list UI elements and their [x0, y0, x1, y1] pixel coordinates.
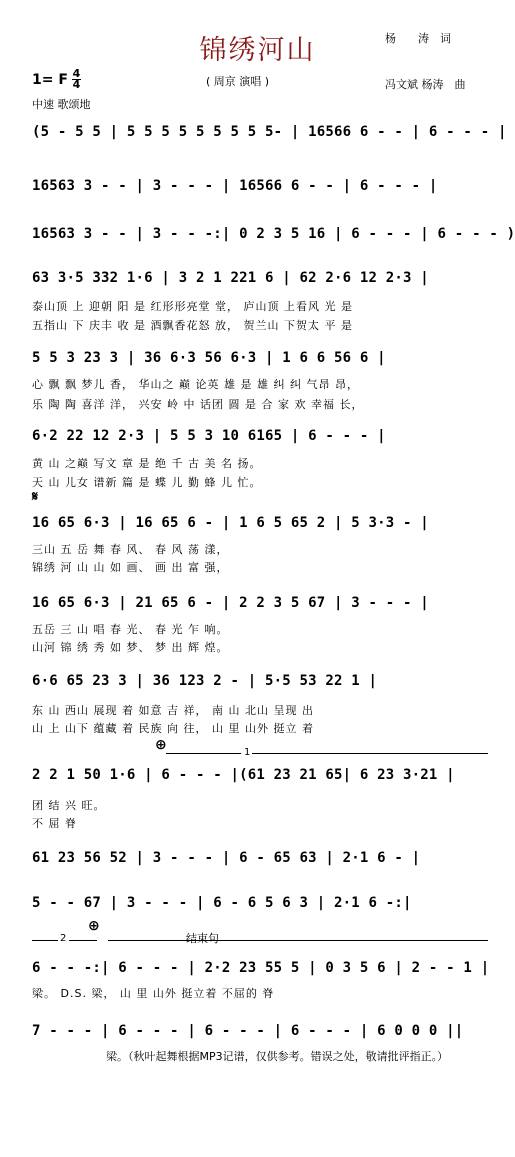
lyric-line-13: 梁。 D.S. 梁， 山 里 山外 挺立着 不屈的 脊 [32, 987, 275, 1000]
score-line-14: 7 - - - | 6 - - - | 6 - - - | 6 - - - | 6 0 0 0 || [32, 1023, 464, 1039]
lyric-line-10a: 团 结 兴 旺。 [32, 799, 106, 812]
coda-sign-2: ⊕ [88, 918, 100, 934]
score-line-10: 2 2 1 50 1·6 | 6 - - - |(61 23 21 65| 6 23 3·21 | [32, 767, 455, 783]
volta-1-label: 1 [244, 747, 251, 758]
composer-credit: 冯文斌 杨涛 曲 [385, 78, 466, 91]
lyric-line-7b: 锦绣 河 山 山 如 画、 画 出 富 强， [32, 561, 229, 574]
score-line-2: 16563 3 - - | 3 - - - | 16566 6 - - | 6 - - - | [32, 178, 438, 194]
score-line-9: 6·6 65 23 3 | 36 123 2 - | 5·5 53 22 1 | [32, 673, 378, 689]
ending-phrase-label: 结束句 [186, 932, 219, 945]
time-signature-top: 4 [72, 67, 81, 80]
lyric-line-8a: 五岳 三 山 唱 春 光、 春 光 乍 响。 [32, 623, 229, 636]
lyric-line-6a: 黄 山 之巅 写文 章 是 绝 千 古 美 名 扬。 [32, 457, 262, 470]
lyric-line-5b: 乐 陶 陶 喜洋 洋， 兴安 岭 中 话团 圆 是 合 家 欢 幸福 长， [32, 398, 364, 411]
lyric-line-9b: 山 上 山下 蕴藏 着 民族 向 往， 山 里 山外 挺立 着 [32, 722, 314, 735]
song-title: 锦绣河山 [199, 35, 316, 66]
score-line-13: 6 - - -:| 6 - - - | 2·2 23 55 5 | 0 3 5 6 | 2 - - 1 | [32, 960, 490, 976]
score-line-6: 6·2 22 12 2·3 | 5 5 3 10 6165 | 6 - - - | [32, 428, 386, 444]
lyric-line-5a: 心 飘 飘 梦儿 香， 华山之 巅 论英 雄 是 雄 纠 纠 气昂 昂， [32, 378, 359, 391]
key-signature: 1= F [32, 72, 68, 88]
coda-sign-1: ⊕ [155, 737, 167, 753]
lyric-line-10b: 不 屈 脊 [32, 817, 77, 830]
score-line-1: (5 - 5 5 | 5 5 5 5 5 5 5 5 5- | 16566 6 - - | 6 - - - | [32, 124, 507, 140]
lyricist-credit: 杨 涛 词 [385, 32, 451, 45]
volta-2-label: 2 [60, 933, 67, 944]
segno-sign: 𝄋 [32, 489, 39, 505]
lyric-line-7a: 三山 五 岳 舞 春 风、 春 风 荡 漾， [32, 543, 229, 556]
lyric-line-4a: 泰山顶 上 迎朝 阳 是 红形形亮堂 堂， 庐山顶 上看风 光 是 [32, 300, 353, 313]
score-line-4: 63 3·5 332 1·6 | 3 2 1 221 6 | 62 2·6 12 2·3 | [32, 270, 429, 286]
lyric-line-6b: 天 山 儿女 谱新 篇 是 蝶 儿 勤 蜂 儿 忙。 [32, 476, 262, 489]
score-line-3: 16563 3 - - | 3 - - -:| 0 2 3 5 16 | 6 - - - | 6 - - - ) [32, 226, 515, 242]
performer-credit: ( 周京 演唱 ) [206, 75, 270, 88]
score-line-11: 61 23 56 52 | 3 - - - | 6 - 65 63 | 2·1 6 - | [32, 850, 421, 866]
lyric-line-4b: 五指山 下 庆丰 收 是 酒飘香花怒 放， 贺兰山 下贺太 平 是 [32, 319, 353, 332]
score-line-5: 5 5 3 23 3 | 36 6·3 56 6·3 | 1 6 6 56 6 | [32, 350, 386, 366]
footnote: 梁。（秋叶起舞根据MP3记谱，仅供参考。错误之处，敬请批评指正。） [106, 1050, 449, 1063]
tempo-marking: 中速 歌颂地 [32, 98, 91, 111]
score-line-8: 16 65 6·3 | 21 65 6 - | 2 2 3 5 67 | 3 - - - | [32, 595, 429, 611]
lyric-line-8b: 山河 锦 绣 秀 如 梦、 梦 出 辉 煌。 [32, 641, 229, 654]
score-line-12: 5 - - 67 | 3 - - - | 6 - 6 5 6 3 | 2·1 6 -:| [32, 895, 412, 911]
score-line-7: 16 65 6·3 | 16 65 6 - | 1 6 5 65 2 | 5 3·3 - | [32, 515, 429, 531]
lyric-line-9a: 东 山 西山 展现 着 如意 吉 祥， 南 山 北山 呈现 出 [32, 704, 314, 717]
time-signature [72, 69, 81, 90]
time-signature-bottom: 4 [72, 78, 81, 91]
